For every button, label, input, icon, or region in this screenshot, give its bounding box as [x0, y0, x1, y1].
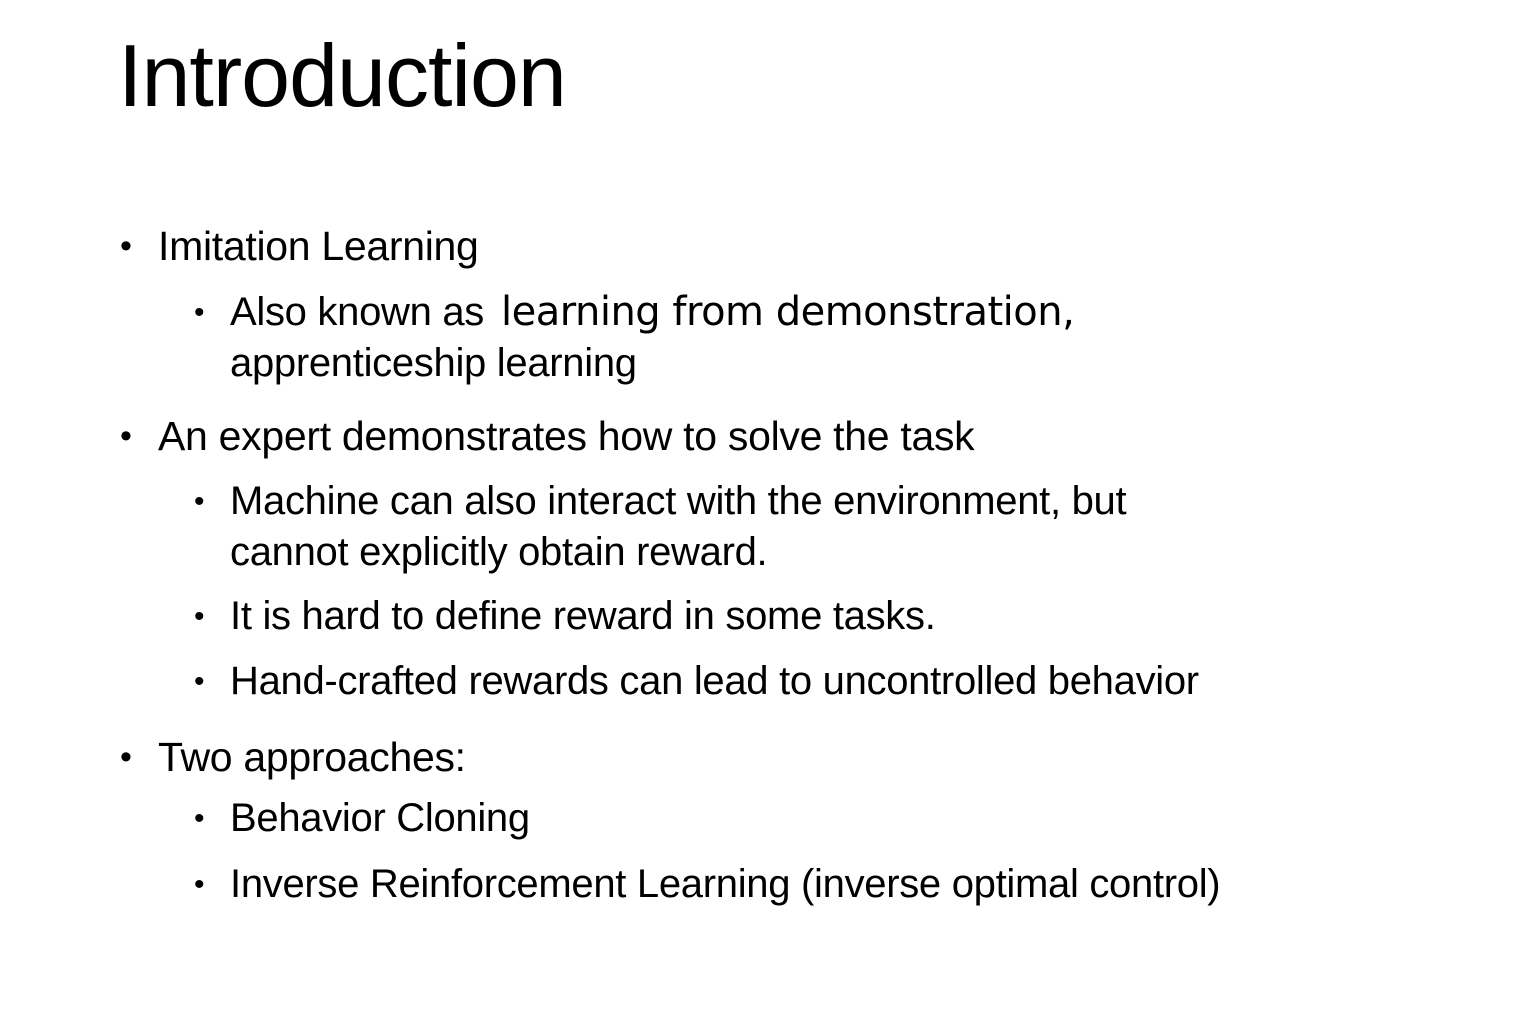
bullet-text: Two approaches: [158, 734, 466, 780]
bullet-text: An expert demonstrates how to solve the task [158, 413, 975, 459]
bullet-text: Behavior Cloning [230, 796, 530, 840]
bullet-icon: • [194, 665, 205, 698]
bullet-item-inverse-reinforcement-learning [120, 859, 1468, 910]
bullet-icon: • [120, 738, 132, 776]
bullet-text-line2: apprenticeship learning [230, 341, 637, 385]
bullet-text: Hand-crafted rewards can lead to uncontrolled behavior [230, 659, 1199, 703]
bullet-icon: • [120, 417, 132, 455]
slide-title: Introduction [118, 26, 566, 125]
bullet-text [230, 476, 1468, 578]
bullet-icon: • [194, 485, 205, 518]
bullet-item-two-approaches [120, 732, 1468, 782]
bullet-list [120, 221, 1468, 910]
bullet-icon: • [194, 868, 205, 901]
bullet-text-line2: cannot explicitly obtain reward. [230, 530, 768, 574]
bullet-icon: • [194, 802, 205, 835]
bullet-text [230, 287, 1468, 389]
bullet-item-machine-interact [120, 476, 1468, 578]
bullet-text-normal: Also known as [230, 290, 485, 334]
bullet-icon: • [194, 600, 205, 633]
bullet-item-imitation-learning [120, 221, 1468, 271]
bullet-text-alt-font: learning from demonstration, [501, 289, 1075, 335]
bullet-icon: • [120, 227, 132, 265]
bullet-item-expert-demonstrates [120, 411, 1468, 461]
bullet-item-also-known-as [120, 287, 1468, 389]
bullet-item-behavior-cloning [120, 793, 1468, 844]
bullet-text-line1: Machine can also interact with the environment, but [230, 479, 1127, 523]
bullet-icon: • [194, 296, 205, 329]
bullet-text: Imitation Learning [158, 223, 479, 269]
bullet-item-hard-to-define-reward [120, 591, 1468, 642]
bullet-item-handcrafted-rewards [120, 656, 1468, 707]
bullet-text: Inverse Reinforcement Learning (inverse optimal control) [230, 862, 1221, 906]
bullet-text: It is hard to define reward in some tasks. [230, 594, 936, 638]
